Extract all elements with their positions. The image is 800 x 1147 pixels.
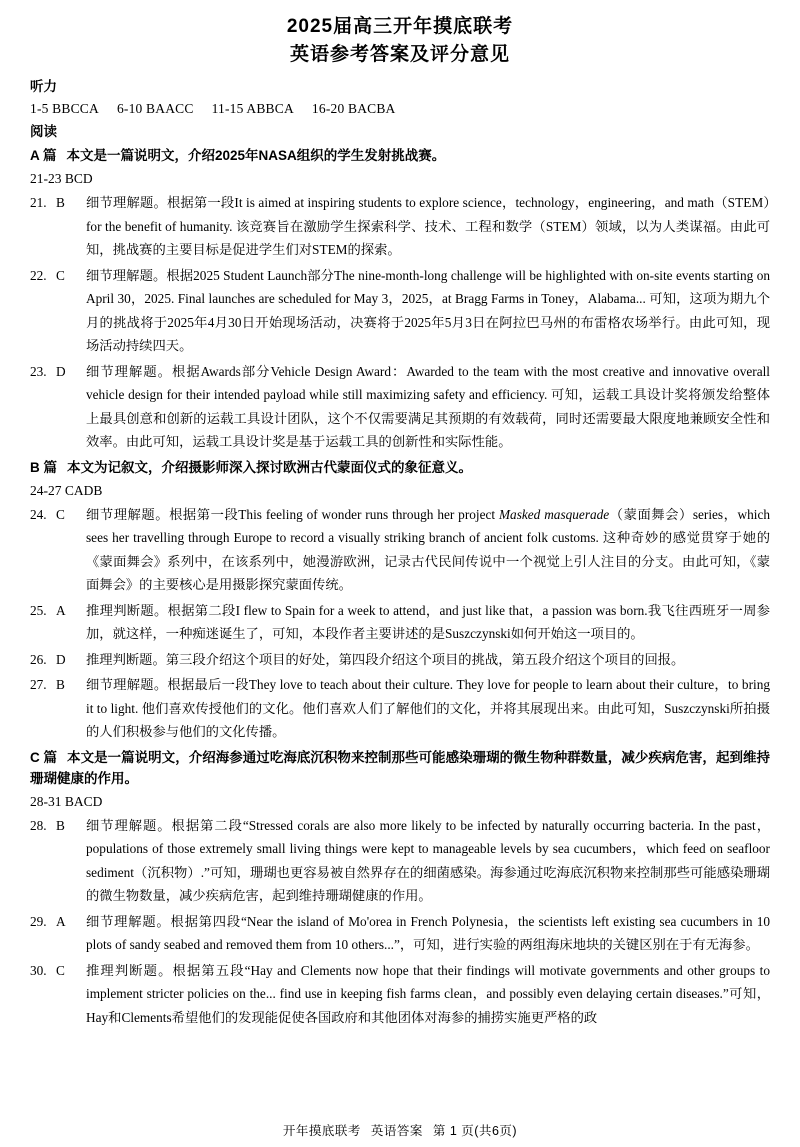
explanation-item [30,191,770,262]
item-explanation: 推理判断题。第三段介绍这个项目的好处，第四段介绍这个项目的挑战，第五段介绍这个项目的回报。 [86,651,685,667]
item-explanation: 细节理解题。根据第四段“Near the island of Mo'orea in French Polynesia，the scientists left existing sea cucumbers in 10 plots of sandy seabed and removed them from 10 others...”，可知，进行实验的两组海床地块的关键区别在于有无海参。 [86,913,770,952]
item-number: 26. [30,651,47,667]
explanation-item [30,599,770,646]
explanation-item [30,648,770,672]
listening-answer-group: 11-15 ABBCA [211,101,294,116]
passage-heading-b [30,457,770,478]
explanation-item [30,673,770,744]
explanation-item [30,264,770,358]
item-number: 28. [30,817,47,833]
page-title-line1: 2025届高三开年摸底联考 [286,16,514,37]
explanation-item [30,503,770,597]
item-number: 27. [30,677,47,692]
section-heading-reading: 阅读 [30,124,57,139]
passage-intro-a: 本文是一篇说明文，介绍2025年NASA组织的学生发射挑战赛。 [66,148,446,163]
item-number: 23. [30,363,47,379]
explanation-item [30,814,770,908]
item-explanation: 细节理解题。根据第一段It is aimed at inspiring students to explore science，technology，engineering，and math（STEM）for the benefit of humanity. 该竞赛旨在激励学生探索科学、技术、工程和数学（STEM）领域，以为人类谋福。由此可知，挑战赛的主要目标是促进学生们对STEM的探索。 [86,195,770,257]
item-answer: C [56,267,65,283]
passage-label-b: B 篇 [30,459,57,475]
explanation-item [30,910,770,957]
item-answer: B [56,195,65,210]
explanation-item [30,959,770,1030]
listening-answer-group: 16-20 BACBA [311,101,396,116]
item-answer: B [56,817,65,833]
passage-keys-c: 28-31 BACD [30,793,103,809]
item-explanation: 细节理解题。根据Awards部分Vehicle Design Award：Awarded to the team with the most creative and innovative overall vehicle design for their intended payload while still maximizing safety and efficiency. 可知，运载工具设计奖将颁发给整体上最具创意和创新的运载工具设计团队，这个不仅需要满足其预期的有效载荷，同时还需要最大限度地兼顾安全性和效率。由此可知，运载工具设计奖是基于运载工具的创新性和实际性能。 [86,363,770,449]
passage-heading-a [30,145,770,166]
passage-keys-a: 21-23 BCD [30,171,93,186]
passage-label-a: A 篇 [30,148,57,163]
item-number: 25. [30,602,47,618]
passage-intro-b: 本文为记叙文，介绍摄影师深入探讨欧洲古代蒙面仪式的象征意义。 [67,459,472,475]
footer-exam-name: 开年摸底联考 [282,1124,361,1138]
item-answer: A [56,913,66,929]
listening-answer-group: 6-10 BAACC [116,101,194,116]
item-number: 29. [30,913,47,929]
item-explanation: 细节理解题。根据最后一段They love to teach about their culture. They love for people to learn about their culture，to bring it to light. 他们喜欢传授他们的文化。他们喜欢人们了解他们的文化，并将其展现出来。由此可知，Suszczynski所拍摄的人们积极参与他们的文化传播。 [86,677,770,739]
item-answer: B [56,677,65,692]
item-answer: C [56,506,65,522]
page-title-line2: 英语参考答案及评分意见 [289,44,510,65]
item-explanation: 推理判断题。根据第五段“Hay and Clements now hope that their findings will motivate governments and other groups to implement stricter policies on the... find use in keeping fish farms clean，and possibly even delaying certain diseases.”可知，Hay和Clements希望他们的发现能促使各国政府和其他团体对海参的捕捞实施更严格的政 [86,962,770,1025]
item-explanation: 细节理解题。根据第二段“Stressed corals are also more likely to be infected by naturally occurring bacteria. In the past，populations of those extremely small living things were kept to manageable levels by sea cucumbers，which feed on seafloor sediment（沉积物）.”可知，珊瑚也更容易被自然界存在的细菌感染。海参通过吃海底沉积物来控制那些可能感染珊瑚的微生物数量，减少疾病危害，起到维持珊瑚健康的作用。 [86,817,770,903]
item-answer: D [56,651,66,667]
item-number: 30. [30,962,47,978]
item-number: 24. [30,506,47,522]
passage-intro-c: 本文是一篇说明文，介绍海参通过吃海底沉积物来控制那些可能感染珊瑚的微生物种群数量，减少疾病危害，起到维持珊瑚健康的作用。 [30,749,771,786]
item-answer: C [56,962,65,978]
passage-heading-c [30,747,770,789]
item-number: 21. [30,195,47,210]
listening-answer-group: 1-5 BBCCA [30,101,99,116]
passage-label-c: C 篇 [30,749,58,765]
passage-keys-b: 24-27 CADB [30,482,103,498]
item-explanation: 细节理解题。根据第一段This feeling of wonder runs through her project Masked masquerade（蒙面舞会）series，which sees her travelling through Europe to record a visually striking branch of ancient folk customs. 这种奇妙的感觉贯穿于她的《蒙面舞会》系列中，在该系列中，她漫游欧洲，记录古代民间传说中一个视觉上引人注目的分支。由此可知，《蒙面舞会》的主要核心是用摄影探究蒙面传统。 [86,506,770,592]
section-heading-listening: 听力 [30,79,57,94]
item-answer: A [56,602,66,618]
explanation-item [30,360,770,454]
item-number: 22. [30,267,47,283]
item-explanation: 细节理解题。根据2025 Student Launch部分The nine-month-long challenge will be highlighted with on-site events starting on April 30，2025. Final launches are scheduled for May 3，2025，at Bragg Farms in Toney，Alabama... 可知，这项为期九个月的挑战将于2025年4月30日开始现场活动，决赛将于2025年5月3日在阿拉巴马州的布雷格农场举行。由此可知，现场活动持续四天。 [86,267,770,353]
footer-page-number: 第 1 页(共6页) [432,1124,518,1138]
page-footer [0,1121,800,1139]
item-explanation: 推理判断题。根据第二段I flew to Spain for a week to attend，and just like that，a passion was born.我飞往西班牙一周参加，就这样，一种痴迷诞生了，可知，本段作者主要讲述的是Suszczynski如何开始这一项目的。 [86,602,770,641]
item-answer: D [56,363,66,379]
listening-answer-line [30,98,770,119]
footer-subject: 英语答案 [370,1124,423,1138]
